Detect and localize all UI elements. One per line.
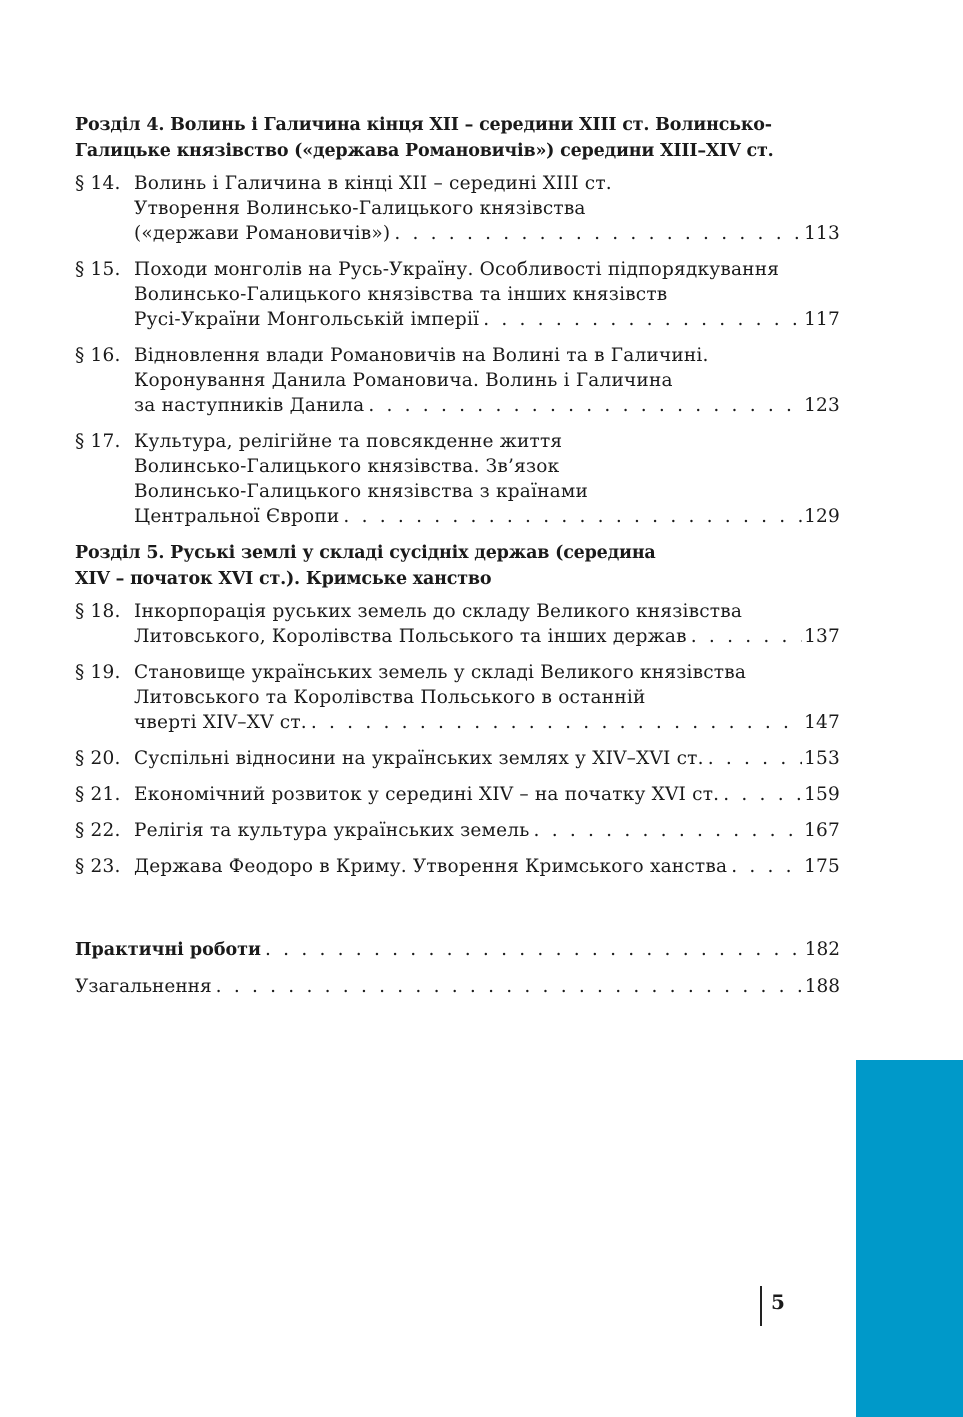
entry-title-line: Суспільні відносини на українських землях у XIV–XVI ст. bbox=[134, 748, 704, 769]
entry-title-line: Волинсько-Галицького князівства та інших князівств bbox=[134, 284, 668, 305]
toc-entry-18[interactable] bbox=[75, 599, 840, 649]
toc-entry-23[interactable] bbox=[75, 854, 840, 879]
entry-title-line: Релігія та культура українських земель bbox=[134, 820, 530, 841]
toc-entry-14[interactable] bbox=[75, 171, 840, 246]
toc-section-5 bbox=[75, 540, 840, 879]
entry-page-number: 159 bbox=[804, 784, 840, 805]
section-heading bbox=[75, 540, 840, 592]
dot-leader bbox=[483, 307, 802, 332]
dot-leader bbox=[216, 974, 803, 999]
entry-title-line: Волинсько-Галицького князівства. Зв’язок bbox=[134, 456, 560, 477]
section-heading-line: Розділ 5. Руські землі у складі сусідніх держав (середина bbox=[75, 543, 656, 563]
extra-page-number: 188 bbox=[804, 976, 840, 997]
entry-title-line: Волинсько-Галицького князівства з країнами bbox=[134, 481, 588, 502]
section-heading-line: XIV – початок XVI ст.). Кримське ханство bbox=[75, 569, 492, 589]
dot-leader bbox=[394, 221, 802, 246]
entry-title-line: за наступників Данила bbox=[134, 395, 365, 416]
entry-number: § 17. bbox=[75, 431, 121, 452]
chapter-color-tab bbox=[856, 1060, 963, 1417]
entry-page-number: 137 bbox=[804, 626, 840, 647]
dot-leader bbox=[368, 393, 802, 418]
extra-title: Практичні роботи bbox=[75, 940, 261, 960]
dot-leader bbox=[265, 937, 803, 962]
toc-entry-19[interactable] bbox=[75, 660, 840, 735]
dot-leader bbox=[534, 818, 803, 843]
entry-number: § 22. bbox=[75, 820, 121, 841]
entry-title-line: Центральної Європи bbox=[134, 506, 340, 527]
toc-entry-15[interactable] bbox=[75, 257, 840, 332]
toc-section-4 bbox=[75, 112, 840, 529]
entry-number: § 23. bbox=[75, 856, 121, 877]
entry-title-line: Інкорпорація руських земель до складу Великого князівства bbox=[134, 601, 743, 622]
dot-leader bbox=[343, 504, 802, 529]
entry-number: § 15. bbox=[75, 259, 121, 280]
entry-page-number: 117 bbox=[804, 309, 840, 330]
entry-title-line: Литовського та Королівства Польського в останній bbox=[134, 687, 646, 708]
entry-title-line: Утворення Волинсько-Галицького князівства bbox=[134, 198, 586, 219]
entry-title-line: Економічний розвиток у середині XIV – на початку XVI ст. bbox=[134, 784, 720, 805]
toc-summary[interactable] bbox=[75, 974, 840, 999]
entry-title-line: Русі-України Монгольській імперії bbox=[134, 309, 480, 330]
dot-leader bbox=[691, 624, 802, 649]
entry-number: § 18. bbox=[75, 601, 121, 622]
entry-title-line: Коронування Данила Романовича. Волинь і Галичина bbox=[134, 370, 673, 391]
table-of-contents bbox=[75, 112, 840, 1010]
dot-leader bbox=[731, 854, 802, 879]
toc-entry-16[interactable] bbox=[75, 343, 840, 418]
entry-page-number: 123 bbox=[804, 395, 840, 416]
dot-leader bbox=[311, 710, 802, 735]
toc-entry-20[interactable] bbox=[75, 746, 840, 771]
section-heading-line: Розділ 4. Волинь і Галичина кінця XII – середини XIII ст. Волинсько- bbox=[75, 115, 772, 135]
entry-title-line: Культура, релігійне та повсякденне життя bbox=[134, 431, 563, 452]
entry-page-number: 129 bbox=[804, 506, 840, 527]
toc-entry-22[interactable] bbox=[75, 818, 840, 843]
entry-number: § 16. bbox=[75, 345, 121, 366]
entry-title-line: («держави Романовичів») bbox=[134, 223, 391, 244]
extra-page-number: 182 bbox=[804, 939, 840, 960]
toc-practical-works[interactable] bbox=[75, 937, 840, 963]
entry-number: § 19. bbox=[75, 662, 121, 683]
entry-number: § 20. bbox=[75, 748, 121, 769]
extra-title: Узагальнення bbox=[75, 976, 212, 997]
entry-title-line: Волинь і Галичина в кінці XII – середині XIII ст. bbox=[134, 173, 612, 194]
entry-number: § 14. bbox=[75, 173, 121, 194]
entry-title-line: Відновлення влади Романовичів на Волині та в Галичині. bbox=[134, 345, 709, 366]
section-heading bbox=[75, 112, 840, 164]
page-number-divider bbox=[760, 1286, 762, 1326]
entry-title-line: чверті XIV–XV ст. bbox=[134, 712, 307, 733]
entry-title-line: Становище українських земель у складі Великого князівства bbox=[134, 662, 747, 683]
entry-page-number: 113 bbox=[804, 223, 840, 244]
section-heading-line: Галицьке князівство («держава Романовичів») середини XIII–XIV ст. bbox=[75, 141, 774, 161]
entry-page-number: 153 bbox=[804, 748, 840, 769]
toc-entry-17[interactable] bbox=[75, 429, 840, 529]
entry-title-line: Походи монголів на Русь-Україну. Особливості підпорядкування bbox=[134, 259, 780, 280]
dot-leader bbox=[708, 746, 802, 771]
entry-page-number: 167 bbox=[804, 820, 840, 841]
toc-entry-21[interactable] bbox=[75, 782, 840, 807]
entry-number: § 21. bbox=[75, 784, 121, 805]
entry-page-number: 147 bbox=[804, 712, 840, 733]
entry-page-number: 175 bbox=[804, 856, 840, 877]
dot-leader bbox=[723, 782, 802, 807]
entry-title-line: Держава Феодоро в Криму. Утворення Кримського ханства bbox=[134, 856, 728, 877]
page-number: 5 bbox=[771, 1290, 785, 1314]
entry-title-line: Литовського, Королівства Польського та інших держав bbox=[134, 626, 687, 647]
